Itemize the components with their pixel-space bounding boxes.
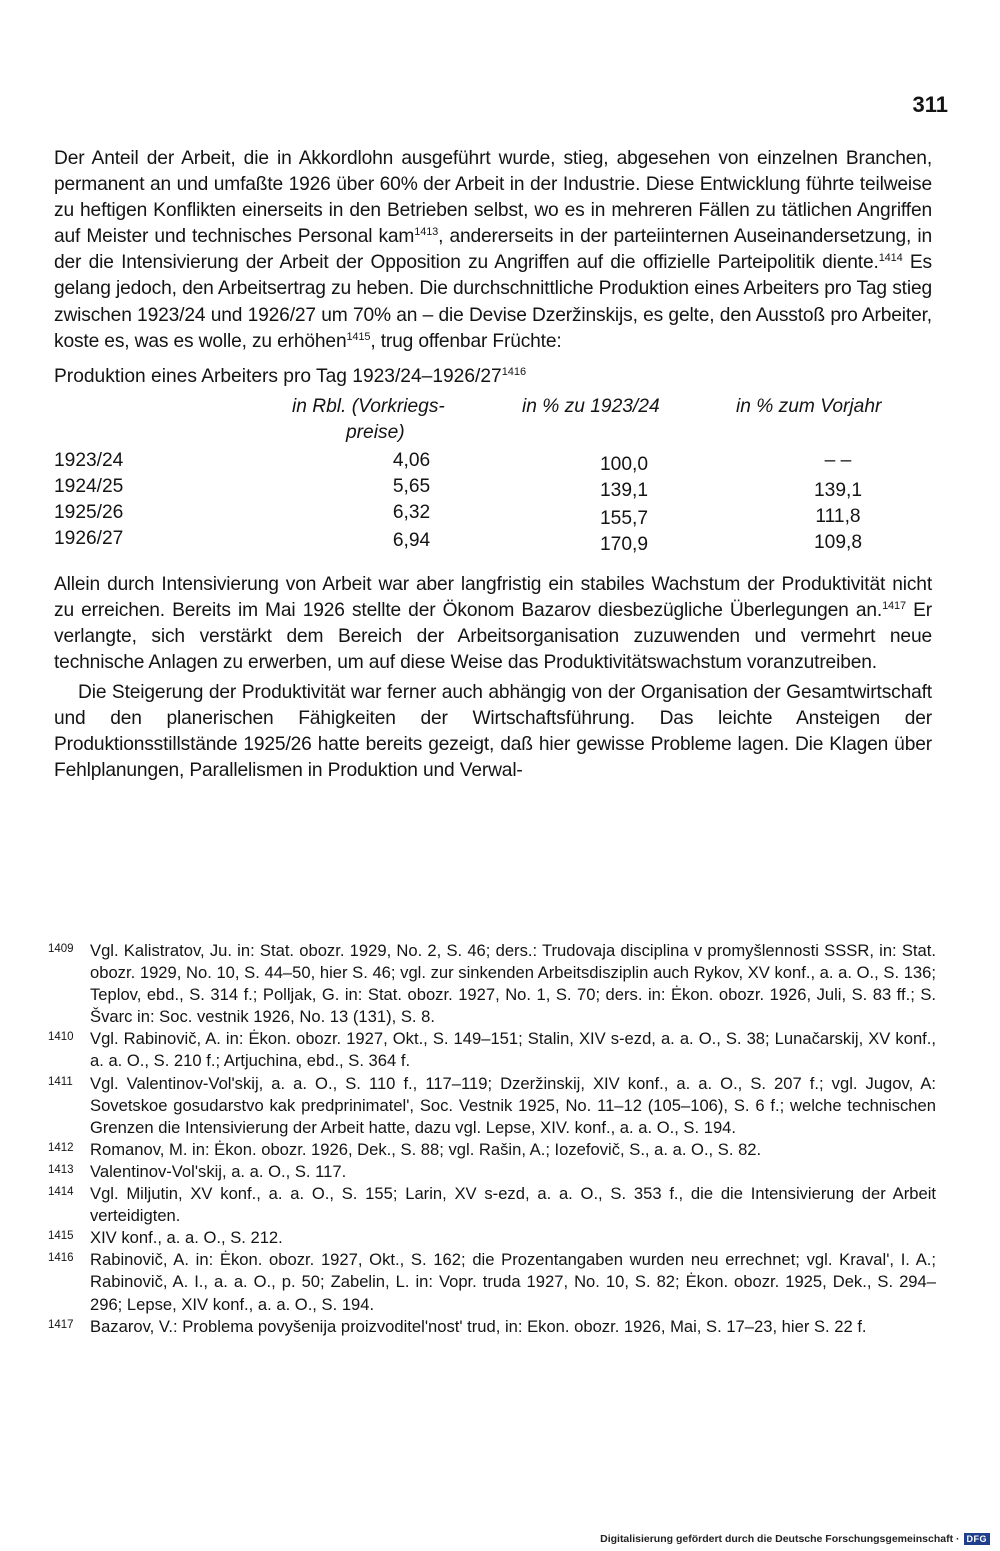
- footnote-1412: [48, 1139, 936, 1161]
- cell-prev: 139,1: [813, 479, 862, 501]
- footnote-text: Rabinovič, A. in: Ėkon. obozr. 1927, Okt., S. 162; die Prozentangaben wurden neu errechnet; vgl. Kraval', I. A.; Rabinovič, A. I., a. a. O., p. 50; Zabelin, L. in: Vopr. truda 1927, No. 10, S. 82; Ėkon. obozr. 1925, Dek., S. 294–296; Lepse, XIV konf., a. a. O., S. 194.: [90, 1250, 936, 1314]
- header-rbl-line2: preise): [346, 421, 405, 443]
- header-pct: in % zu 1923/24: [522, 395, 660, 417]
- footnote-1409: [48, 940, 936, 1028]
- cell-pct: 100,0: [599, 453, 648, 475]
- footnote-number: 1417: [48, 1318, 74, 1331]
- cell-year: 1925/26: [54, 501, 124, 523]
- paragraph-2-text-2: Er verlangte, sich verstärkt dem Bereich der Arbeitsorganisation zuzuwenden und vermehrt neue technische Anlagen zu erwerben, um auf diese Weise das Produktivitätswachstum voranzutreiben.: [54, 599, 932, 674]
- footnote-number: 1413: [48, 1163, 74, 1176]
- footnote-1410: [48, 1028, 936, 1072]
- header-prev: in % zum Vorjahr: [736, 395, 882, 417]
- footnote-number: 1412: [48, 1141, 74, 1154]
- footnote-number: 1415: [48, 1230, 74, 1243]
- footnote-ref-1417[interactable]: 1417: [882, 599, 906, 612]
- credit-text: Digitalisierung gefördert durch die Deutsche Forschungsgemeinschaft ·: [600, 1533, 960, 1545]
- cell-prev: 109,8: [813, 531, 862, 553]
- header-rbl-line1: in Rbl. (Vorkriegs-: [292, 395, 445, 417]
- cell-pct: 155,7: [599, 507, 648, 529]
- footnote-text: Vgl. Kalistratov, Ju. in: Stat. obozr. 1929, No. 2, S. 46; ders.: Trudovaja disciplina v promyšlennosti SSSR, in: Stat. obozr. 1929, No. 10, S. 44–50, hier S. 46; vgl. zur sinkenden Arbeitsdisziplin auch Rykov, XV konf., a. a. O., S. 136; Teplov, ebd., S. 314 f.; Polljak, G. in: Stat. obozr. 1927, No. 1, S. 70; ders. in: Ėkon. obozr. 1926, Juli, S. 83 ff.; S. Švarc in: Soc. vestnik 1926, No. 13 (131), S. 8.: [90, 941, 936, 1027]
- table-caption-text: Produktion eines Arbeiters pro Tag 1923/24–1926/27: [54, 365, 502, 387]
- footnote-text: Bazarov, V.: Problema povyšenija proizvoditel'nost' trud, in: Ekon. obozr. 1926, Mai, S. 17–23, hier S. 22 f.: [90, 1316, 867, 1336]
- cell-rbl: 5,65: [392, 475, 431, 497]
- cell-year: 1924/25: [54, 475, 124, 497]
- footnote-number: 1409: [48, 943, 74, 955]
- footnote-1413: [48, 1161, 936, 1183]
- cell-year: 1926/27: [54, 527, 124, 549]
- paragraph-1-text-3: Es gelang jedoch, den Arbeitsertrag zu heben. Die durchschnittliche Produktion eines Arbeiters pro Tag stieg zwischen 1923/24 und 1926/27 um 70% an – die Devise Dzeržinskijs, es gelte, den Ausstoß pro Arbeiter, koste es, was es wolle, zu erhöhen: [54, 252, 932, 352]
- footnote-ref-1414[interactable]: 1414: [878, 252, 903, 265]
- footnote-1414: [48, 1183, 936, 1227]
- paragraph-1-text-4: , trug offenbar Früchte:: [370, 330, 562, 352]
- footnote-1416: [48, 1249, 936, 1315]
- footnote-number: 1416: [48, 1252, 74, 1265]
- footnote-text: Vgl. Valentinov-Vol'skij, a. a. O., S. 110 f., 117–119; Dzeržinskij, XIV konf., a. a. O., S. 207 f.; vgl. Jugov, A: Sovetskoe gosudarstvo kak predprinimatel', Soc. Vestnik 1925, No. 11–12 (105–106), S. 6 f.; welche technischen Grenzen die Intensivierung der Arbeit hatte, dazu vgl. Lepse, XIV. konf., a. a. O., S. 194.: [90, 1073, 936, 1137]
- footnote-number: 1411: [48, 1075, 73, 1088]
- cell-pct: 139,1: [599, 479, 648, 501]
- footnote-1415: [48, 1227, 936, 1249]
- footnotes: [48, 940, 936, 1338]
- footnote-ref-1415[interactable]: 1415: [346, 330, 371, 343]
- table-caption: [54, 364, 932, 390]
- cell-rbl: 6,94: [392, 529, 431, 551]
- paragraph-3: Die Steigerung der Produktivität war ferner auch abhängig von der Organisation der Gesamtwirtschaft und den planerischen Fähigkeiten der Wirtschaftsführung. Das leichte Ansteigen der Produktionsstillstände 1925/26 hatte bereits gezeigt, daß hier gewisse Probleme lagen. Die Klagen über Fehlplanungen, Parallelismen in Produktion und Verwal-: [54, 682, 932, 782]
- dfg-logo-icon: DFG: [964, 1533, 991, 1545]
- cell-prev: 111,8: [815, 505, 861, 527]
- cell-rbl: 6,32: [392, 501, 431, 523]
- body-text: [54, 146, 932, 785]
- paragraph-1-text-1: Der Anteil der Arbeit, die in Akkordlohn ausgeführt wurde, stieg, abgesehen von einzelnen Branchen, permanent an und umfaßte 1926 über 60% der Arbeit in der Industrie. Diese Entwicklung führte teilweise zu heftigen Konflikten einerseits in den Betrieben selbst, wo es in mehreren Fällen zu tätlichen Angriffen auf Meister und technisches Personal kam: [54, 148, 932, 248]
- footnote-1411: [48, 1073, 936, 1139]
- paragraph-2: [54, 572, 932, 676]
- paragraph-1-text-2: , andererseits in der parteiinternen Auseinandersetzung, in der die Intensivierung der Arbeit der Opposition zu Angriffen auf die offizielle Parteipolitik diente.: [54, 226, 932, 274]
- footnote-ref-1413[interactable]: 1413: [414, 226, 439, 239]
- footnote-text: Romanov, M. in: Ėkon. obozr. 1926, Dek., S. 88; vgl. Rašin, A.; Iozefovič, S., a. a. O., S. 82.: [90, 1139, 762, 1159]
- cell-pct: 170,9: [599, 533, 648, 555]
- footnote-ref-1416[interactable]: 1416: [501, 365, 527, 378]
- footnote-text: Vgl. Miljutin, XV konf., a. a. O., S. 155; Larin, XV s-ezd, a. a. O., S. 353 f., die die Intensivierung der Arbeit verteidigten.: [90, 1184, 936, 1226]
- cell-rbl: 4,06: [392, 449, 431, 471]
- footnote-text: Vgl. Rabinovič, A. in: Ėkon. obozr. 1927, Okt., S. 149–151; Stalin, XIV s-ezd, a. a. O., S. 38; Lunačarskij, XV konf., a. a. O., S. 210 f.; Artjuchina, ebd., S. 364 f.: [90, 1029, 936, 1071]
- paragraph-1: [54, 146, 932, 355]
- cell-prev: – –: [824, 449, 852, 471]
- page-number: 311: [912, 92, 948, 117]
- cell-year: 1923/24: [54, 449, 124, 471]
- footnote-number: 1414: [48, 1186, 74, 1199]
- paragraph-2-text-1: Allein durch Intensivierung von Arbeit war aber langfristig ein stabiles Wachstum der Produktivität nicht zu erreichen. Bereits im Mai 1926 stellte der Ökonom Bazarov diesbezügliche Überlegungen an.: [54, 573, 932, 621]
- digitization-credit: [600, 1533, 990, 1545]
- footnote-1417: [48, 1316, 936, 1338]
- production-table: [54, 394, 932, 560]
- footnote-text: Valentinov-Vol'skij, a. a. O., S. 117.: [90, 1161, 347, 1181]
- footnote-number: 1410: [48, 1031, 74, 1044]
- footnote-text: XIV konf., a. a. O., S. 212.: [90, 1228, 283, 1248]
